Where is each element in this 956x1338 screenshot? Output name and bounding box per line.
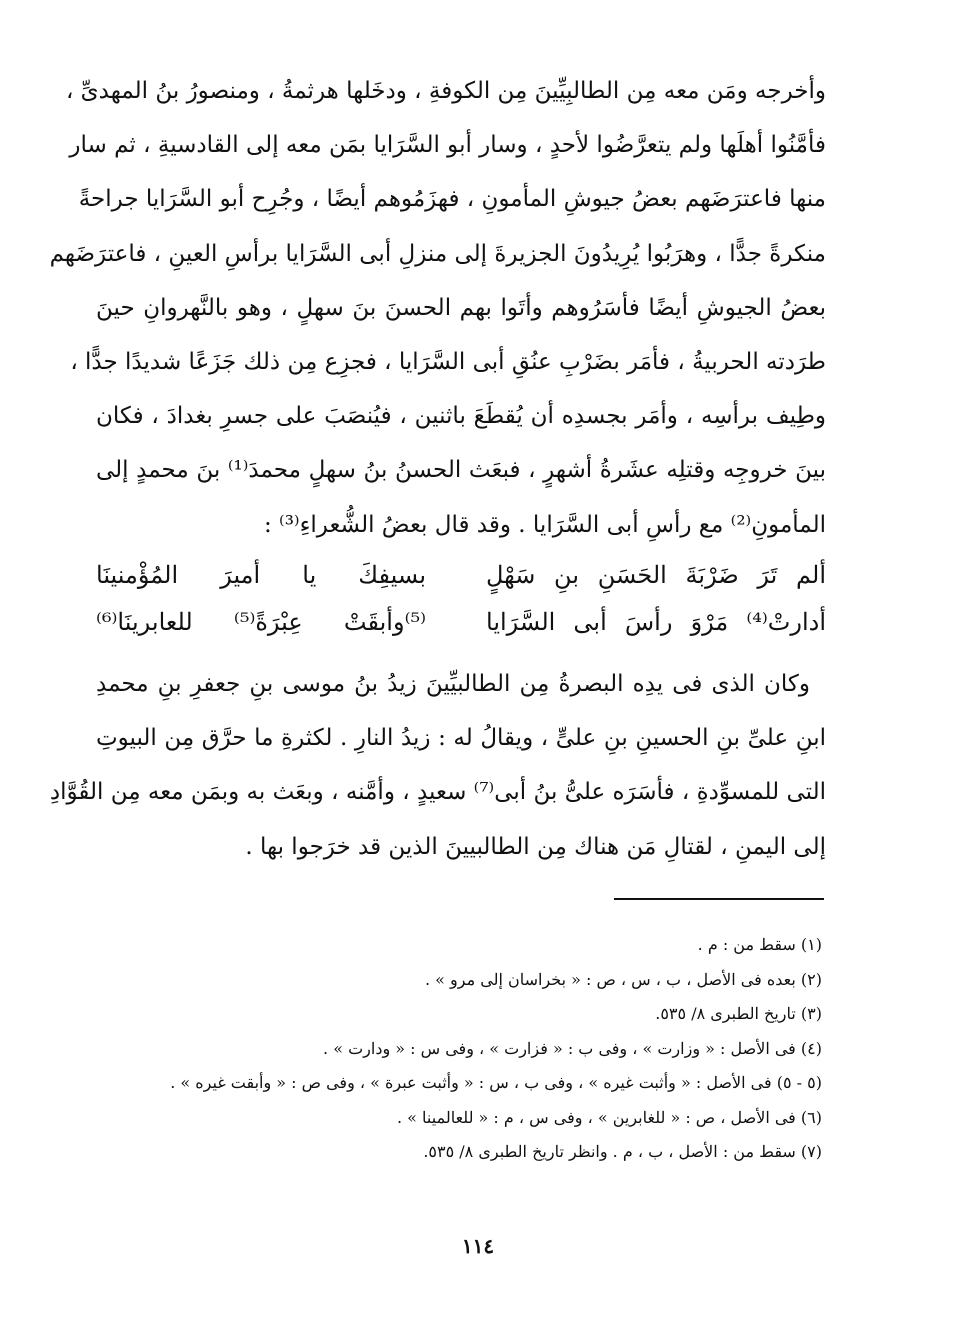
footnote: (٤) فى الأصل : « وزارت » ، وفى ب : « فزارت » ، وفى س : « ودارت » . xyxy=(323,1038,822,1058)
footnote: (٣) تاريخ الطبرى ٨/ ٥٣٥. xyxy=(655,1004,822,1023)
footnote: (١) سقط من : م . xyxy=(697,935,822,954)
verse-hemistich-first: أدارتْ⁽⁴⁾ مَرْوَ رأسَ أبى السَّرَايا xyxy=(486,608,826,636)
page-number: ١١٤ xyxy=(461,1234,495,1258)
text-line: بينَ خروجِه وقتلِه عشَرةُ أشهرٍ ، فبعَث الحسنُ بنُ سهلٍ محمدَ⁽¹⁾ بنَ محمدٍ إلى xyxy=(96,457,826,484)
verse-hemistich-second: بسيفِكَ يا أميرَ المُؤْمنينَا xyxy=(96,561,426,589)
footnotes xyxy=(96,928,822,1170)
footnote: (٥ - ٥) فى الأصل : « وأثبت غيره » ، وفى ب ، س : « وأثبت عبرة » ، وفى ص : « وأبقت غيره » . xyxy=(170,1073,822,1092)
text-line: وطِيف برأسِه ، وأمَر بجسدِه أن يُقطَعَ باثنين ، فيُنصَبَ على جسرِ بغدادَ ، فكان xyxy=(96,403,826,430)
main-text-upper xyxy=(49,64,826,552)
poem-verse-2 xyxy=(96,600,826,644)
text-line: التى للمسوِّدةِ ، فأسَرَه علىُّ بنُ أبى⁽⁷⁾ سعيدٍ ، وأمَّنه ، وبعَث به وبمَن معه مِن القُوَّادِ xyxy=(49,779,826,806)
main-text-lower xyxy=(49,657,826,874)
text-line: وأخرجه ومَن معه مِن الطالبِيِّينَ مِن الكوفةِ ، ودخَلها هرثمةُ ، ومنصورُ بنُ المهدىِّ ، xyxy=(65,78,826,104)
text-line: طرَدته الحربيةُ ، فأمَر بضَرْبِ عنُقِ أبى السَّرَايا ، فجزِع مِن ذلك جَزَعًا شديدًا جدًّا ، xyxy=(70,348,826,375)
text-line: بعضُ الجيوشِ أيضًا فأسَرُوهم وأتَوا بهم الحسنَ بنَ سهلٍ ، وهو بالنَّهروانِ حينَ xyxy=(96,294,826,321)
text-line: المأمونِ⁽²⁾ مع رأسِ أبى السَّرَايا . وقد قال بعضُ الشُّعراءِ⁽³⁾ : xyxy=(263,511,826,538)
footnote: (٢) بعده فى الأصل ، ب ، س ، ص : « بخراسان إلى مرو » . xyxy=(424,969,822,989)
footnote: (٦) فى الأصل ، ص : « للغابرين » ، وفى س ، م : « للعالمينا » . xyxy=(397,1107,822,1127)
verse-hemistich-first: ألم تَرَ ضَرْبَةَ الحَسَنِ بنِ سَهْلٍ xyxy=(486,561,826,589)
text-line: إلى اليمنِ ، لقتالِ مَن هناك مِن الطالبيينَ الذين قد خرَجوا بها . xyxy=(245,833,826,860)
text-line: منها فاعترَضَهم بعضُ جيوشِ المأمونِ ، فهزَمُوهم أيضًا ، وجُرِح أبو السَّرَايا جراحةً xyxy=(78,186,826,213)
footnote-separator xyxy=(614,898,824,900)
text-line: وكان الذى فى يدِه البصرةُ مِن الطالبيِّينَ زيدُ بنُ موسى بنِ جعفرِ بنِ محمدِ xyxy=(96,671,810,697)
text-line: ابنِ علىِّ بنِ الحسينِ بنِ علىٍّ ، ويقالُ له : زيدُ النارِ . لكثرةِ ما حرَّق مِن البيوتِ xyxy=(96,725,826,752)
verse-hemistich-second: ⁽⁵⁾وأبقَتْ عِبْرَةً⁽⁵⁾ للعابرينَا⁽⁶⁾ xyxy=(96,608,426,636)
footnote: (٧) سقط من : الأصل ، ب ، م . وانظر تاريخ الطبرى ٨/ ٥٣٥. xyxy=(423,1142,822,1161)
poem-verse-1 xyxy=(96,553,826,597)
text-line: منكرةً جدًّا ، وهرَبُوا يُرِيدُونَ الجزيرةَ إلى منزلِ أبى السَّرَايا برأسِ العينِ ، فاعترَضَهم xyxy=(49,240,826,267)
text-line: فأمَّنُوا أهلَها ولم يتعرَّضُوا لأحدٍ ، وسار أبو السَّرَايا بمَن معه إلى القادسيةِ ، ثم سار xyxy=(69,132,826,159)
